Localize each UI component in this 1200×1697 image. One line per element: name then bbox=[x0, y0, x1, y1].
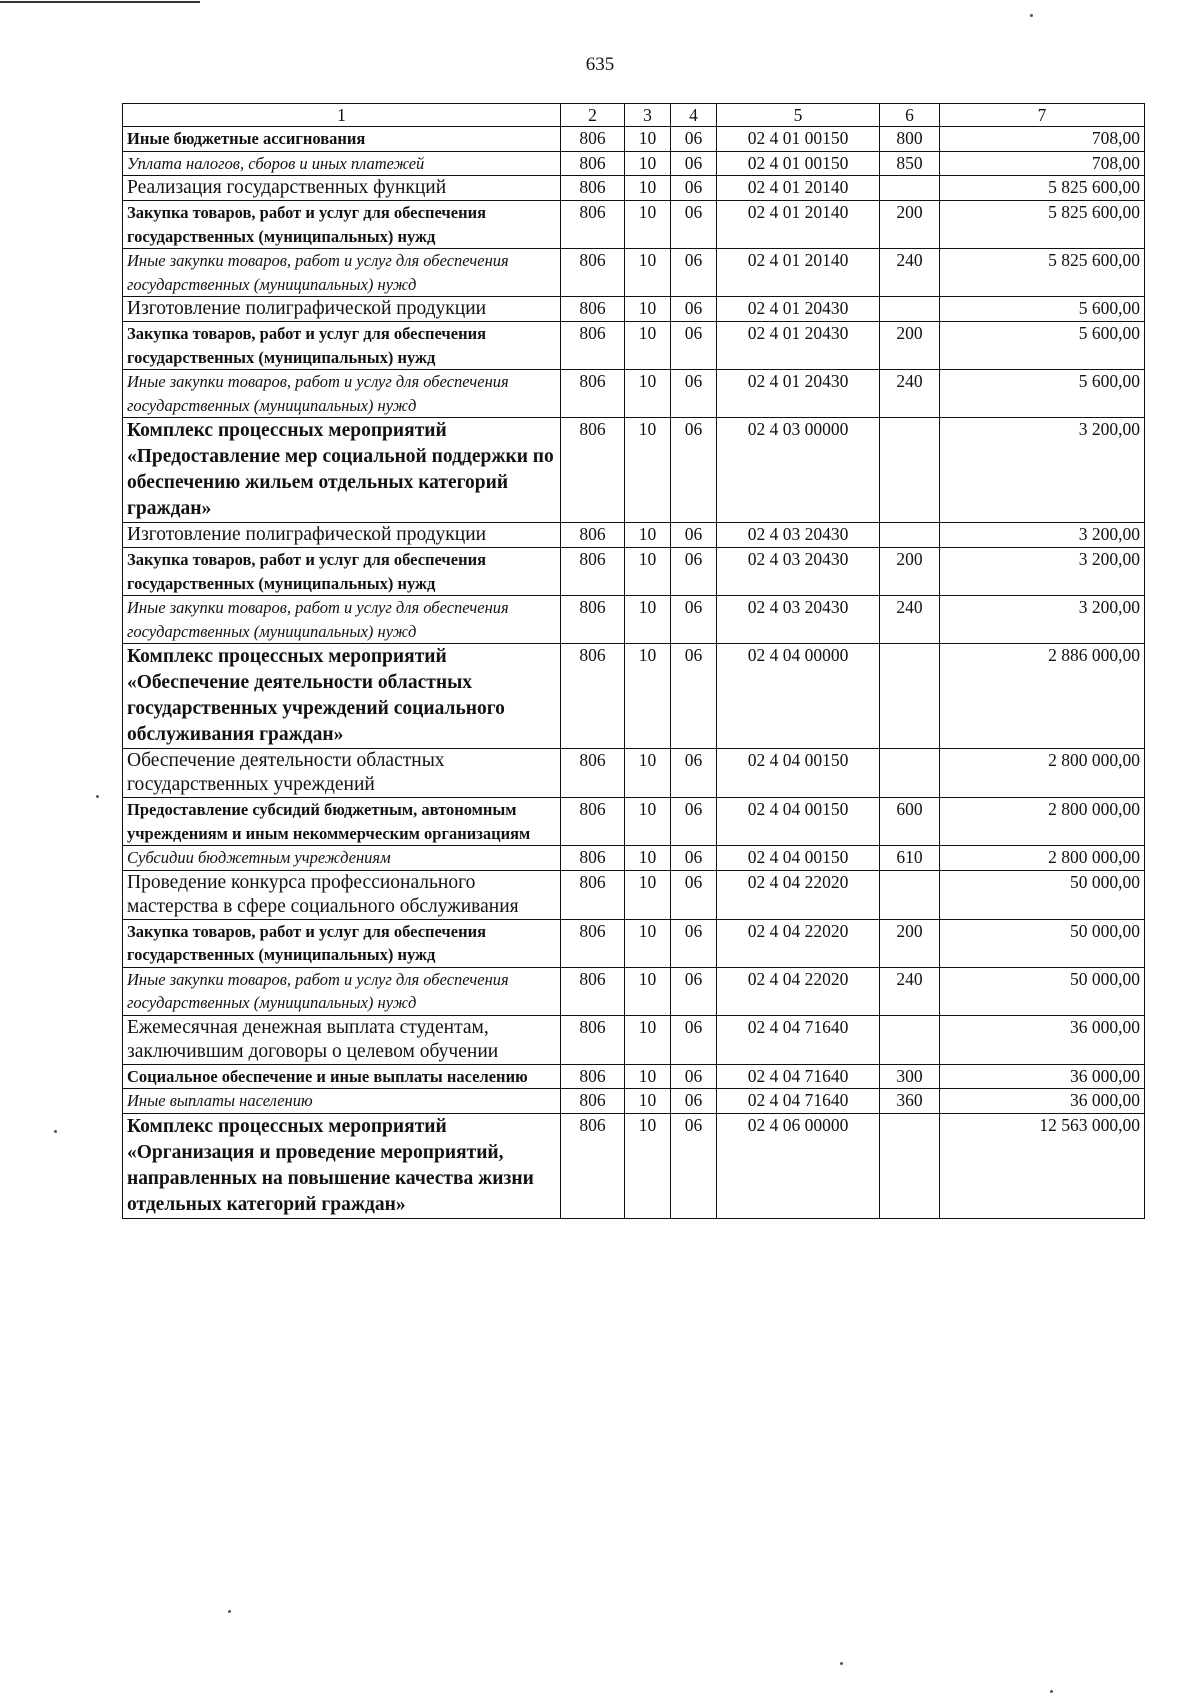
row-name-cell: Иные бюджетные ассигнования bbox=[123, 127, 561, 152]
row-name-cell: Иные закупки товаров, работ и услуг для обеспечения государственных (муниципальных) нужд bbox=[123, 596, 561, 644]
row-value-cell: 06 bbox=[671, 919, 717, 967]
row-name-cell: Изготовление полиграфической продукции bbox=[123, 297, 561, 322]
row-name-cell: Реализация государственных функций bbox=[123, 176, 561, 201]
row-value-cell: 06 bbox=[671, 297, 717, 322]
row-value-cell: 200 bbox=[880, 548, 940, 596]
row-value-cell: 50 000,00 bbox=[940, 967, 1145, 1015]
row-value-cell: 06 bbox=[671, 127, 717, 152]
row-value-cell: 806 bbox=[561, 644, 625, 749]
row-value-cell: 806 bbox=[561, 127, 625, 152]
row-name-cell: Комплекс процессных мероприятий «Обеспечение деятельности областных государственных учреждений социального обслуживания граждан» bbox=[123, 644, 561, 749]
row-value-cell: 06 bbox=[671, 644, 717, 749]
row-value-cell: 36 000,00 bbox=[940, 1064, 1145, 1089]
row-value-cell: 06 bbox=[671, 749, 717, 798]
row-value-cell: 2 886 000,00 bbox=[940, 644, 1145, 749]
row-value-cell bbox=[880, 1113, 940, 1218]
row-value-cell: 10 bbox=[625, 297, 671, 322]
row-value-cell: 2 800 000,00 bbox=[940, 749, 1145, 798]
row-value-cell: 06 bbox=[671, 548, 717, 596]
row-name-cell: Закупка товаров, работ и услуг для обеспечения государственных (муниципальных) нужд bbox=[123, 322, 561, 370]
row-value-cell: 06 bbox=[671, 846, 717, 871]
budget-table bbox=[122, 103, 1145, 1219]
row-name-cell: Социальное обеспечение и иные выплаты населению bbox=[123, 1064, 561, 1089]
table-row bbox=[123, 151, 1145, 176]
row-value-cell bbox=[880, 176, 940, 201]
scan-speck bbox=[1030, 14, 1033, 17]
row-value-cell: 10 bbox=[625, 1113, 671, 1218]
row-value-cell: 36 000,00 bbox=[940, 1089, 1145, 1114]
table-row bbox=[123, 176, 1145, 201]
row-value-cell: 06 bbox=[671, 967, 717, 1015]
row-name-cell: Иные закупки товаров, работ и услуг для обеспечения государственных (муниципальных) нужд bbox=[123, 967, 561, 1015]
table-row bbox=[123, 596, 1145, 644]
row-value-cell: 10 bbox=[625, 176, 671, 201]
row-value-cell: 10 bbox=[625, 127, 671, 152]
row-value-cell: 10 bbox=[625, 418, 671, 523]
row-value-cell: 02 4 01 20140 bbox=[717, 249, 880, 297]
row-value-cell: 3 200,00 bbox=[940, 548, 1145, 596]
row-value-cell: 50 000,00 bbox=[940, 870, 1145, 919]
row-value-cell: 3 200,00 bbox=[940, 523, 1145, 548]
table-row bbox=[123, 322, 1145, 370]
row-value-cell: 610 bbox=[880, 846, 940, 871]
row-name-cell: Иные закупки товаров, работ и услуг для обеспечения государственных (муниципальных) нужд bbox=[123, 370, 561, 418]
row-value-cell: 06 bbox=[671, 201, 717, 249]
row-value-cell: 806 bbox=[561, 297, 625, 322]
row-value-cell: 10 bbox=[625, 644, 671, 749]
row-value-cell: 600 bbox=[880, 798, 940, 846]
row-value-cell: 3 200,00 bbox=[940, 596, 1145, 644]
row-value-cell: 5 600,00 bbox=[940, 297, 1145, 322]
row-value-cell: 02 4 03 20430 bbox=[717, 548, 880, 596]
row-value-cell: 708,00 bbox=[940, 151, 1145, 176]
row-value-cell: 240 bbox=[880, 370, 940, 418]
row-value-cell: 806 bbox=[561, 870, 625, 919]
row-value-cell: 02 4 01 00150 bbox=[717, 151, 880, 176]
row-value-cell: 50 000,00 bbox=[940, 919, 1145, 967]
table-row bbox=[123, 1089, 1145, 1114]
row-value-cell bbox=[880, 644, 940, 749]
page-number: 635 bbox=[585, 54, 615, 75]
row-value-cell: 10 bbox=[625, 1064, 671, 1089]
row-value-cell: 02 4 04 00150 bbox=[717, 846, 880, 871]
row-value-cell: 10 bbox=[625, 596, 671, 644]
row-value-cell: 02 4 04 00150 bbox=[717, 798, 880, 846]
row-value-cell: 806 bbox=[561, 749, 625, 798]
header-cell: 6 bbox=[880, 104, 940, 127]
row-name-cell: Иные выплаты населению bbox=[123, 1089, 561, 1114]
row-value-cell: 806 bbox=[561, 176, 625, 201]
row-value-cell: 10 bbox=[625, 249, 671, 297]
table-header-row bbox=[123, 104, 1145, 127]
row-value-cell: 02 4 04 71640 bbox=[717, 1064, 880, 1089]
header-cell: 3 bbox=[625, 104, 671, 127]
row-value-cell: 806 bbox=[561, 151, 625, 176]
row-value-cell: 806 bbox=[561, 249, 625, 297]
row-value-cell: 02 4 03 20430 bbox=[717, 523, 880, 548]
row-value-cell: 06 bbox=[671, 1113, 717, 1218]
row-value-cell: 02 4 01 20140 bbox=[717, 176, 880, 201]
row-value-cell: 02 4 01 20430 bbox=[717, 370, 880, 418]
table-row bbox=[123, 418, 1145, 523]
row-value-cell: 806 bbox=[561, 596, 625, 644]
row-value-cell: 02 4 04 22020 bbox=[717, 919, 880, 967]
row-value-cell: 06 bbox=[671, 1064, 717, 1089]
table-row bbox=[123, 297, 1145, 322]
row-value-cell: 806 bbox=[561, 1113, 625, 1218]
row-value-cell: 10 bbox=[625, 870, 671, 919]
row-value-cell: 200 bbox=[880, 322, 940, 370]
row-value-cell bbox=[880, 870, 940, 919]
row-value-cell: 10 bbox=[625, 798, 671, 846]
row-name-cell: Предоставление субсидий бюджетным, автономным учреждениям и иным некоммерческим организациям bbox=[123, 798, 561, 846]
row-name-cell: Субсидии бюджетным учреждениям bbox=[123, 846, 561, 871]
header-cell: 7 bbox=[940, 104, 1145, 127]
table-row bbox=[123, 523, 1145, 548]
table-row bbox=[123, 919, 1145, 967]
row-value-cell: 10 bbox=[625, 749, 671, 798]
row-value-cell: 200 bbox=[880, 201, 940, 249]
row-value-cell: 06 bbox=[671, 249, 717, 297]
row-value-cell: 02 4 04 22020 bbox=[717, 967, 880, 1015]
row-value-cell: 10 bbox=[625, 967, 671, 1015]
row-value-cell: 806 bbox=[561, 798, 625, 846]
table-row bbox=[123, 548, 1145, 596]
table-row bbox=[123, 749, 1145, 798]
scan-speck bbox=[228, 1610, 231, 1613]
table-row bbox=[123, 846, 1145, 871]
header-cell: 2 bbox=[561, 104, 625, 127]
row-name-cell: Закупка товаров, работ и услуг для обеспечения государственных (муниципальных) нужд bbox=[123, 548, 561, 596]
table-row bbox=[123, 1113, 1145, 1218]
row-value-cell: 10 bbox=[625, 370, 671, 418]
row-value-cell: 806 bbox=[561, 370, 625, 418]
row-value-cell: 06 bbox=[671, 151, 717, 176]
row-value-cell: 06 bbox=[671, 322, 717, 370]
row-value-cell bbox=[880, 1015, 940, 1064]
row-value-cell: 806 bbox=[561, 967, 625, 1015]
row-value-cell: 850 bbox=[880, 151, 940, 176]
row-value-cell: 800 bbox=[880, 127, 940, 152]
row-name-cell: Комплекс процессных мероприятий «Предоставление мер социальной поддержки по обеспечению жильем отдельных категорий граждан» bbox=[123, 418, 561, 523]
row-value-cell: 806 bbox=[561, 418, 625, 523]
table-row bbox=[123, 1064, 1145, 1089]
row-value-cell: 06 bbox=[671, 798, 717, 846]
row-value-cell: 02 4 04 71640 bbox=[717, 1015, 880, 1064]
scan-edge-line bbox=[0, 1, 200, 3]
row-value-cell: 806 bbox=[561, 1089, 625, 1114]
row-value-cell: 806 bbox=[561, 1064, 625, 1089]
row-value-cell: 02 4 01 20430 bbox=[717, 297, 880, 322]
row-value-cell: 240 bbox=[880, 249, 940, 297]
row-value-cell: 10 bbox=[625, 151, 671, 176]
table-row bbox=[123, 1015, 1145, 1064]
table-row bbox=[123, 201, 1145, 249]
row-name-cell: Проведение конкурса профессионального мастерства в сфере социального обслуживания bbox=[123, 870, 561, 919]
row-value-cell: 806 bbox=[561, 201, 625, 249]
row-value-cell bbox=[880, 297, 940, 322]
row-value-cell: 5 825 600,00 bbox=[940, 201, 1145, 249]
row-value-cell: 06 bbox=[671, 1089, 717, 1114]
row-value-cell: 10 bbox=[625, 523, 671, 548]
row-value-cell: 06 bbox=[671, 370, 717, 418]
table-row bbox=[123, 644, 1145, 749]
table-row bbox=[123, 127, 1145, 152]
scan-speck bbox=[1050, 1690, 1053, 1693]
row-value-cell: 708,00 bbox=[940, 127, 1145, 152]
row-value-cell: 10 bbox=[625, 919, 671, 967]
row-value-cell: 02 4 04 00150 bbox=[717, 749, 880, 798]
row-value-cell: 02 4 04 71640 bbox=[717, 1089, 880, 1114]
row-value-cell: 02 4 04 00000 bbox=[717, 644, 880, 749]
scan-speck bbox=[96, 795, 99, 798]
row-value-cell: 806 bbox=[561, 523, 625, 548]
row-name-cell: Ежемесячная денежная выплата студентам, заключившим договоры о целевом обучении bbox=[123, 1015, 561, 1064]
row-value-cell: 2 800 000,00 bbox=[940, 798, 1145, 846]
row-value-cell: 10 bbox=[625, 548, 671, 596]
row-value-cell: 06 bbox=[671, 418, 717, 523]
row-name-cell: Уплата налогов, сборов и иных платежей bbox=[123, 151, 561, 176]
row-value-cell: 06 bbox=[671, 870, 717, 919]
row-name-cell: Закупка товаров, работ и услуг для обеспечения государственных (муниципальных) нужд bbox=[123, 919, 561, 967]
row-value-cell: 806 bbox=[561, 1015, 625, 1064]
row-value-cell: 5 825 600,00 bbox=[940, 176, 1145, 201]
row-value-cell: 360 bbox=[880, 1089, 940, 1114]
header-cell: 5 bbox=[717, 104, 880, 127]
row-name-cell: Обеспечение деятельности областных государственных учреждений bbox=[123, 749, 561, 798]
table-row bbox=[123, 967, 1145, 1015]
row-value-cell: 02 4 01 20140 bbox=[717, 201, 880, 249]
row-value-cell: 240 bbox=[880, 596, 940, 644]
row-value-cell: 02 4 03 00000 bbox=[717, 418, 880, 523]
row-value-cell: 5 600,00 bbox=[940, 322, 1145, 370]
row-value-cell: 06 bbox=[671, 523, 717, 548]
row-value-cell: 5 825 600,00 bbox=[940, 249, 1145, 297]
table-row bbox=[123, 798, 1145, 846]
row-value-cell bbox=[880, 749, 940, 798]
row-value-cell: 300 bbox=[880, 1064, 940, 1089]
row-value-cell: 06 bbox=[671, 176, 717, 201]
row-value-cell: 02 4 01 00150 bbox=[717, 127, 880, 152]
scan-speck bbox=[840, 1662, 843, 1665]
row-value-cell: 10 bbox=[625, 1015, 671, 1064]
row-value-cell: 10 bbox=[625, 1089, 671, 1114]
table-row bbox=[123, 370, 1145, 418]
table-row bbox=[123, 249, 1145, 297]
row-value-cell: 240 bbox=[880, 967, 940, 1015]
row-name-cell: Иные закупки товаров, работ и услуг для обеспечения государственных (муниципальных) нужд bbox=[123, 249, 561, 297]
row-value-cell: 200 bbox=[880, 919, 940, 967]
row-value-cell: 806 bbox=[561, 919, 625, 967]
row-value-cell: 02 4 03 20430 bbox=[717, 596, 880, 644]
row-value-cell bbox=[880, 418, 940, 523]
row-value-cell: 02 4 06 00000 bbox=[717, 1113, 880, 1218]
row-value-cell: 06 bbox=[671, 596, 717, 644]
header-cell: 1 bbox=[123, 104, 561, 127]
row-value-cell: 5 600,00 bbox=[940, 370, 1145, 418]
row-value-cell: 806 bbox=[561, 846, 625, 871]
row-value-cell: 36 000,00 bbox=[940, 1015, 1145, 1064]
row-name-cell: Изготовление полиграфической продукции bbox=[123, 523, 561, 548]
row-value-cell bbox=[880, 523, 940, 548]
row-value-cell: 06 bbox=[671, 1015, 717, 1064]
row-value-cell: 02 4 04 22020 bbox=[717, 870, 880, 919]
row-value-cell: 12 563 000,00 bbox=[940, 1113, 1145, 1218]
row-value-cell: 806 bbox=[561, 322, 625, 370]
table-row bbox=[123, 870, 1145, 919]
row-value-cell: 10 bbox=[625, 846, 671, 871]
row-value-cell: 02 4 01 20430 bbox=[717, 322, 880, 370]
row-name-cell: Закупка товаров, работ и услуг для обеспечения государственных (муниципальных) нужд bbox=[123, 201, 561, 249]
row-name-cell: Комплекс процессных мероприятий «Организация и проведение мероприятий, направленных на повышение качества жизни отдельных категорий граждан» bbox=[123, 1113, 561, 1218]
row-value-cell: 2 800 000,00 bbox=[940, 846, 1145, 871]
row-value-cell: 10 bbox=[625, 201, 671, 249]
row-value-cell: 3 200,00 bbox=[940, 418, 1145, 523]
header-cell: 4 bbox=[671, 104, 717, 127]
row-value-cell: 10 bbox=[625, 322, 671, 370]
scan-speck bbox=[54, 1130, 57, 1133]
row-value-cell: 806 bbox=[561, 548, 625, 596]
